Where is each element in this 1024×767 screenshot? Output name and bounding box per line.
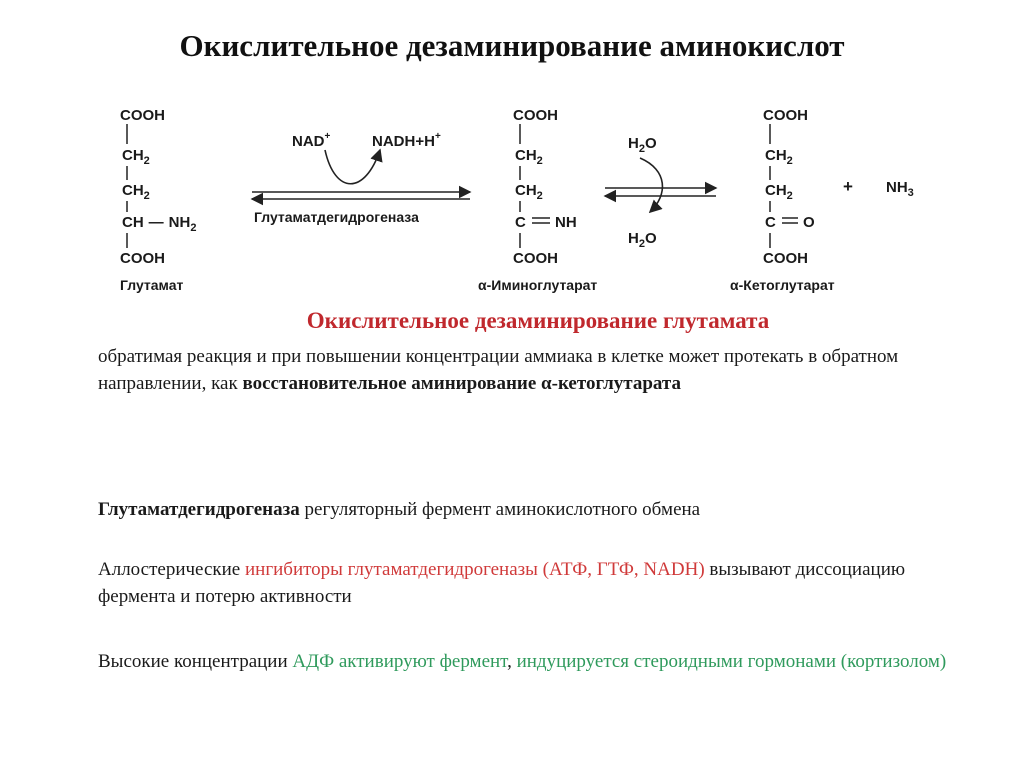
p3-red: ингибиторы глутаматдегидрогеназы (АТФ, ГТФ, NADH) (244, 559, 705, 580)
glu-cooh-top: COOH (120, 107, 165, 124)
p4-text-a: Высокие концентрации (98, 651, 293, 672)
p4-green-a: АДФ активируют фермент (292, 651, 508, 672)
paragraph-activators (98, 648, 978, 675)
arrow-gdh (252, 131, 470, 225)
p1-bold: восстановительное аминирование α-кетоглутарата (242, 373, 681, 394)
imino-ch2-b: $CH_2$ (515, 182, 543, 202)
p1-text: обратимая реакция и при повышении концентрации аммиака в клетке может протекать в обратном направлении, как (98, 346, 899, 394)
reaction-scheme (0, 0, 1024, 310)
glutamate-structure (120, 107, 196, 293)
page-title: Окислительное дезаминирование аминокислот (179, 28, 845, 63)
glu-ch2-a: $CH_2$ (122, 147, 150, 167)
plus-sign: + (843, 177, 853, 196)
keto-o-label: O (803, 214, 815, 231)
glu-ch-nh2: CH — $NH_2$ (122, 214, 197, 234)
h2o-top-label: $H_2O$ (628, 135, 657, 155)
section-subtitle: Окислительное дезаминирование глутамата (306, 308, 770, 333)
p2-bold: Глутаматдегидрогеназа (98, 499, 300, 520)
name-iminoglutarate: α-Иминоглутарат (478, 277, 598, 293)
imino-cooh-bottom: COOH (513, 250, 558, 267)
paragraph-reversibility (98, 343, 978, 397)
imino-ch2-a: $CH_2$ (515, 147, 543, 167)
name-glutamate: Глутамат (120, 277, 184, 293)
imino-nh-label: NH (555, 214, 577, 231)
keto-c-atom: C (765, 214, 776, 231)
h2o-bottom-label: $H_2O$ (628, 230, 657, 250)
iminoglutarate-structure (478, 107, 597, 293)
keto-ch2-a: $CH_2$ (765, 147, 793, 167)
name-ketoglutarate: α-Кетоглутарат (730, 277, 835, 293)
keto-cooh-top: COOH (763, 107, 808, 124)
arrow-hydrolysis (605, 135, 716, 250)
ketoglutarate-structure (730, 107, 835, 293)
p2-text: регуляторный фермент аминокислотного обмена (299, 499, 701, 520)
nad-label: NAD+ (292, 131, 331, 150)
nadh-label: NADH+H+ (372, 131, 441, 150)
imino-c-atom: C (515, 214, 526, 231)
glu-cooh-bottom: COOH (120, 250, 165, 267)
keto-ch2-b: $CH_2$ (765, 182, 793, 202)
imino-cooh-top: COOH (513, 107, 558, 124)
keto-cooh-bottom: COOH (763, 250, 808, 267)
enzyme-label: Глутаматдегидрогеназа (254, 209, 419, 225)
paragraph-inhibitors (98, 556, 978, 610)
glu-ch2-b: $CH_2$ (122, 182, 150, 202)
nh3-label: $NH_3$ (886, 179, 914, 199)
p4-green-b: индуцируется стероидными гормонами (кортизолом) (516, 651, 947, 672)
p3-text-b: вызывают диссоциацию фермента и потерю активности (98, 559, 906, 607)
p4-text-b: , (507, 651, 517, 672)
paragraph-regulatory (98, 496, 978, 523)
p3-text-a: Аллостерические (98, 559, 245, 580)
